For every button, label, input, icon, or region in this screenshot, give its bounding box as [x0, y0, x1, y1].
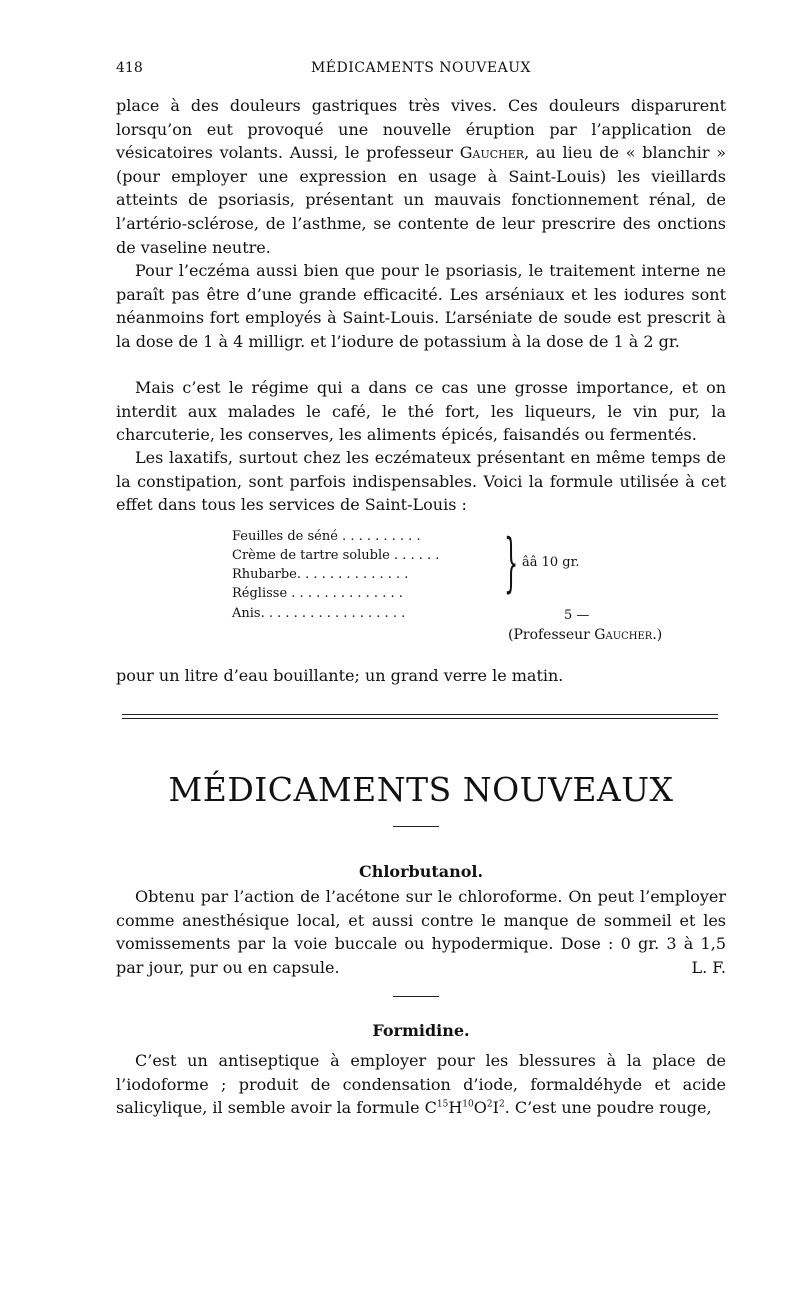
recipe-item: Rhubarbe. . . . . . . . . . . . . .: [232, 567, 409, 582]
running-header: [116, 60, 726, 80]
recipe-item: Crème de tartre soluble . . . . . .: [232, 548, 440, 563]
article-heading: Formidine.: [372, 1021, 470, 1040]
paragraph-eczema: Pour l’eczéma aussi bien que pour le psoriasis, le traitement interne ne paraît pas être d’une grande efficacité. Les arséniaux et les iodures sont néanmoins fort employés à Saint-Louis. L’arséniate de soude est prescrit à la dose de 1 à 4 milligr. et l’iodure de potassium à la dose de 1 à 2 gr.: [116, 261, 726, 351]
page-number: 418: [116, 60, 143, 76]
paragraph-regime: Mais c’est le régime qui a dans ce cas une grosse importance, et on interdit aux malades le café, le thé fort, les liqueurs, le vin pur, la charcuterie, les conserves, les aliments épicés, faisandés ou fermentés.: [116, 378, 726, 445]
article-heading: Chlorbutanol.: [358, 862, 484, 881]
paragraph-usage: pour un litre d’eau bouillante; un grand verre le matin.: [116, 666, 564, 685]
recipe-brace: }: [504, 526, 519, 600]
section-divider-top: [122, 714, 718, 715]
paragraph-psoriasis: place à des douleurs gastriques très vives. Ces douleurs disparurent lorsqu’on eut provoqué une nouvelle éruption par l’application de vésicatoires volants. Aussi, le professeur Gaucher, au lieu de « blanchir » (pour employer une expression en usage à Saint-Louis) les vieillards atteints de psoriasis, présentant un mauvais fonctionnement rénal, de l’artério-sclérose, de l’asthme, se contente de leur prescrire des onctions de vaseline neutre.: [116, 96, 726, 257]
article-signature: L. F.: [691, 957, 726, 977]
article-rule: [393, 996, 439, 997]
paragraph-laxatifs: Les laxatifs, surtout chez les eczémateux présentant en même temps de la constipation, sont parfois indispensables. Voici la formule utilisée à cet effet dans tous les services de Saint-Louis :: [116, 448, 726, 515]
author-name: Gaucher: [459, 143, 525, 163]
article-body: Obtenu par l’action de l’acétone sur le chloroforme. On peut l’employer comme anesthésique local, et aussi contre le manque de sommeil et les vomissements par la voie buccale ou hypodermique. Dose : 0 gr. 3 à 1,5 par jour, pur ou en capsule. L. F.: [116, 885, 726, 979]
recipe-dose-shared: ââ 10 gr.: [522, 555, 580, 570]
article-body: C’est un antiseptique à employer pour les blessures à la place de l’iodoforme ; produit de condensation d’iode, formaldéhyde et acide salicylique, il semble avoir la formule $C^{15}H^{10}O^2I^2$. C’est une poudre rouge,: [116, 1051, 726, 1118]
title-rule: [393, 826, 439, 827]
recipe-dose-anis: 5 —: [564, 608, 590, 623]
section-title: MÉDICAMENTS NOUVEAUX: [168, 770, 674, 809]
running-title: MÉDICAMENTS NOUVEAUX: [310, 60, 532, 76]
recipe-item: Réglisse . . . . . . . . . . . . . .: [232, 586, 403, 601]
recipe-item: Anis. . . . . . . . . . . . . . . . . .: [232, 606, 406, 621]
recipe-attribution: (Professeur Gaucher.): [508, 627, 663, 643]
section-divider-bottom: [122, 718, 718, 719]
recipe-item: Feuilles de séné . . . . . . . . . .: [232, 529, 421, 544]
